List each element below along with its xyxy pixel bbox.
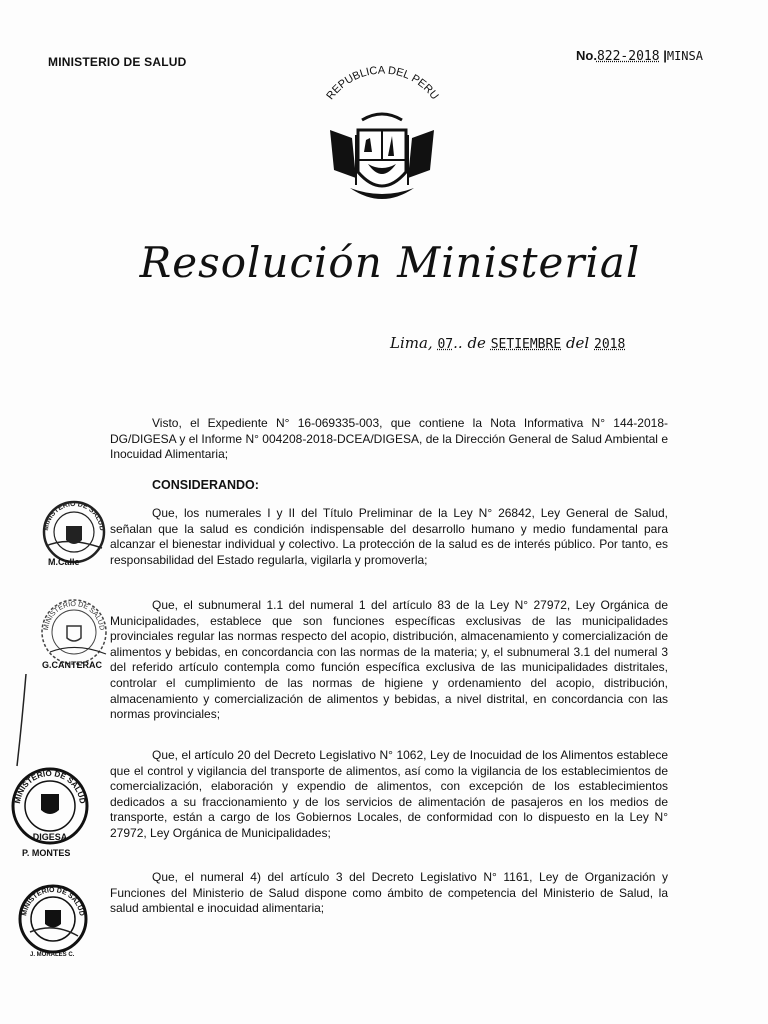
document-title: Resolución Ministerial xyxy=(139,238,641,287)
official-seal-4 xyxy=(16,882,90,956)
resolution-number xyxy=(576,48,703,64)
svg-text:DIGESA: DIGESA xyxy=(32,832,68,842)
visto-paragraph: Visto, el Expediente N° 16-069335-003, que contiene la Nota Informativa N° 144-2018-DG/DIGESA y el Informe N° 004208-2018-DCEA/DIGESA, de la Dirección General de Salud Ambiental e Inocuidad Alimentaria; xyxy=(110,416,668,462)
svg-text:MINISTERIO DE SALUD: MINISTERIO DE SALUD xyxy=(42,500,106,532)
date-city: Lima, xyxy=(390,334,433,352)
ministry-name: MINISTERIO DE SALUD xyxy=(48,55,187,69)
considerando-heading: CONSIDERANDO: xyxy=(152,478,259,492)
number-separator: | xyxy=(663,48,667,63)
seal-signature-1: M.Calle xyxy=(48,557,80,567)
official-seal-2 xyxy=(36,594,112,670)
number-prefix: No. xyxy=(576,48,597,63)
paragraph-2: Que, el subnumeral 1.1 del numeral 1 del artículo 83 de la Ley N° 27972, Ley Orgánica de Municipalidades, establece que son funciones específicas exclusivas de las municipalidades provinciales regular las normas respecto del acopio, distribución, almacenamiento y comercialización de alimentos y bebidas, en concordancia con las normas de la materia; y, el subnumeral 3.1 del numeral 3 del referido artículo contempla como función específica exclusiva de las municipalidades distritales, controlar el cumplimiento de las normas de higiene y ordenamiento del acopio, distribución, almacenamiento y comercialización de alimentos y bebidas, a nivel distrital, en concordancia con las normas provinciales; xyxy=(110,598,668,722)
date-month: SETIEMBRE xyxy=(490,337,562,352)
date-line: Lima, 07.. de SETIEMBRE del 2018 xyxy=(390,334,626,352)
svg-text:MINISTERIO DE SALUD: MINISTERIO DE SALUD xyxy=(21,886,85,917)
svg-text:MINISTERIO DE SALUD: MINISTERIO DE SALUD xyxy=(13,768,87,805)
crest-text: REPUBLICA DEL PERU xyxy=(324,64,441,103)
number-handwritten: 822-2018 xyxy=(596,49,660,64)
paragraph-1: Que, los numerales I y II del Título Preliminar de la Ley N° 26842, Ley General de Salud, señalan que la salud es condición indispensable del desarrollo humano y medio fundamental para alcanzar el bienestar individual y colectivo. La protección de la salud es de interés público. Por tanto, es responsabilidad del Estado regularla, vigilarla y promoverla; xyxy=(110,506,668,567)
seal-signature-4: J. MORALES C. xyxy=(30,952,75,958)
paragraph-3: Que, el artículo 20 del Decreto Legislativo N° 1062, Ley de Inocuidad de los Alimentos establece que el control y vigilancia del transporte de alimentos, así como la vigilancia de los establecimientos de comercialización, elaboración y expendio de alimentos, con excepción de los establecimientos dedicados a su fraccionamiento y de los servicios de alimentación de pasajeros en los medios de transporte, están a cargo de los Gobiernos Locales, de conformidad con lo dispuesto en la Ley N° 27972, Ley Orgánica de Municipalidades; xyxy=(110,748,668,840)
seal-signature-3: P. MONTES xyxy=(22,848,71,858)
signature-stroke xyxy=(14,672,30,768)
number-suffix: MINSA xyxy=(666,49,703,63)
svg-text:MINISTERIO DE SALUD: MINISTERIO DE SALUD xyxy=(42,600,106,631)
coat-of-arms-emblem xyxy=(300,60,465,225)
paragraph-4: Que, el numeral 4) del artículo 3 del Decreto Legislativo N° 1161, Ley de Organización y Funciones del Ministerio de Salud dispone como ámbito de competencia del Ministerio de Salud, la salud ambiental e inocuidad alimentaria; xyxy=(110,870,668,916)
official-seal-3 xyxy=(8,764,92,848)
date-year: 2018 xyxy=(594,337,626,352)
date-de: de xyxy=(467,334,486,352)
seal-signature-2: G.CANTERAC xyxy=(42,660,102,670)
date-day: 07 xyxy=(437,337,454,352)
date-del: del xyxy=(565,334,590,352)
